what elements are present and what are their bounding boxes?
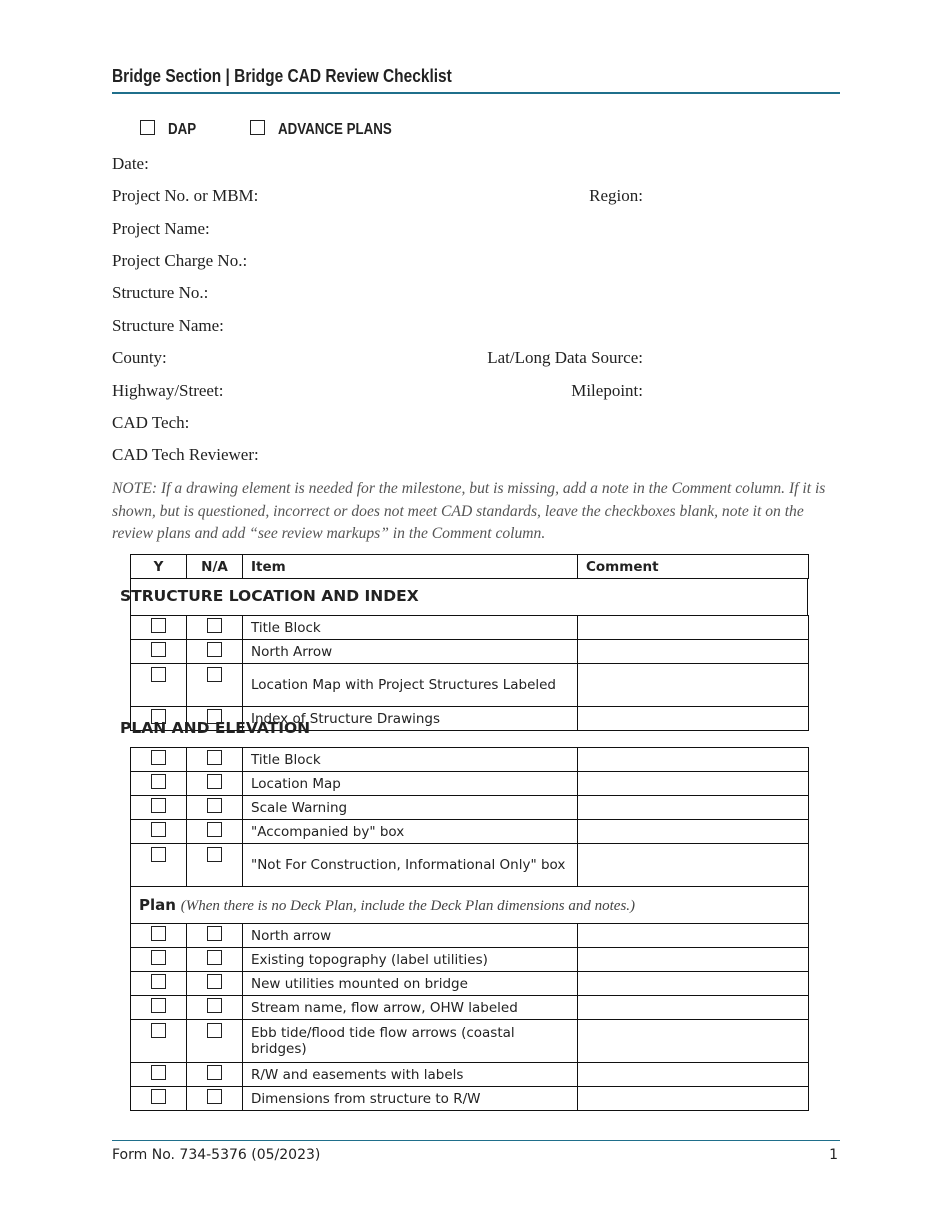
project-no-field[interactable]: Project No. or MBM: [112, 186, 259, 205]
comment-cell[interactable] [578, 820, 809, 844]
na-cell [187, 972, 243, 996]
na-checkbox[interactable] [207, 822, 222, 837]
plan-subsection-row [131, 887, 809, 924]
na-checkbox[interactable] [207, 847, 222, 862]
comment-cell[interactable] [578, 748, 809, 772]
na-cell [187, 1020, 243, 1063]
region-field[interactable]: Region: [589, 186, 643, 205]
yes-checkbox[interactable] [151, 822, 166, 837]
item-label: Location Map [243, 772, 578, 796]
comment-cell[interactable] [578, 924, 809, 948]
yes-checkbox[interactable] [151, 950, 166, 965]
milepoint-field[interactable]: Milepoint: [571, 381, 643, 400]
instructions-note: NOTE: If a drawing element is needed for the milestone, but is missing, add a note in the Comment column. If it is shown, but is questioned, incorrect or does not meet CAD standards, leave the checkboxes blank, note it on the review plans and add “see review markups” in the Comment column. [112, 480, 826, 542]
yes-cell [131, 844, 187, 887]
plan-row [131, 996, 809, 1020]
na-cell [187, 996, 243, 1020]
na-cell [187, 664, 243, 707]
comment-cell[interactable] [578, 796, 809, 820]
comment-cell[interactable] [578, 1063, 809, 1087]
item-label: Ebb tide/flood tide flow arrows (coastal bridges) [243, 1020, 578, 1063]
yes-cell [131, 820, 187, 844]
plan-row [131, 1020, 809, 1063]
project-name-field[interactable]: Project Name: [112, 219, 210, 238]
yes-cell [131, 1087, 187, 1111]
yes-cell [131, 972, 187, 996]
yes-checkbox[interactable] [151, 618, 166, 633]
structure-no-field[interactable]: Structure No.: [112, 283, 209, 302]
yes-checkbox[interactable] [151, 998, 166, 1013]
header-na: N/A [187, 555, 243, 579]
na-checkbox[interactable] [207, 618, 222, 633]
cad-tech-field[interactable]: CAD Tech: [112, 413, 190, 432]
yes-checkbox[interactable] [151, 847, 166, 862]
na-checkbox[interactable] [207, 1089, 222, 1104]
item-label: "Not For Construction, Informational Only" box [243, 844, 578, 887]
location-row [131, 616, 809, 640]
comment-cell[interactable] [578, 664, 809, 707]
yes-cell [131, 924, 187, 948]
yes-checkbox[interactable] [151, 750, 166, 765]
item-label: North arrow [243, 924, 578, 948]
na-cell [187, 1087, 243, 1111]
yes-cell [131, 748, 187, 772]
yes-checkbox[interactable] [151, 1023, 166, 1038]
plan-row [131, 972, 809, 996]
comment-cell[interactable] [578, 707, 809, 731]
comment-cell[interactable] [578, 772, 809, 796]
comment-cell[interactable] [578, 616, 809, 640]
yes-cell [131, 1063, 187, 1087]
plan-elevation-row [131, 772, 809, 796]
na-cell [187, 616, 243, 640]
na-checkbox[interactable] [207, 926, 222, 941]
yes-checkbox[interactable] [151, 642, 166, 657]
item-label: Title Block [243, 748, 578, 772]
advance-plans-checkbox[interactable] [250, 120, 265, 135]
plan-row [131, 924, 809, 948]
page-footer [112, 1140, 840, 1163]
page-title: Bridge Section | Bridge CAD Review Checklist [112, 66, 452, 86]
date-field[interactable]: Date: [112, 154, 149, 173]
na-cell [187, 844, 243, 887]
na-cell [187, 820, 243, 844]
na-checkbox[interactable] [207, 1023, 222, 1038]
na-checkbox[interactable] [207, 1065, 222, 1080]
comment-cell[interactable] [578, 996, 809, 1020]
yes-cell [131, 772, 187, 796]
yes-cell [131, 1020, 187, 1063]
na-cell [187, 772, 243, 796]
yes-checkbox[interactable] [151, 1089, 166, 1104]
na-checkbox[interactable] [207, 998, 222, 1013]
item-label: Existing topography (label utilities) [243, 948, 578, 972]
comment-cell[interactable] [578, 844, 809, 887]
item-label: Stream name, flow arrow, OHW labeled [243, 996, 578, 1020]
plan-row [131, 948, 809, 972]
yes-checkbox[interactable] [151, 798, 166, 813]
comment-cell[interactable] [578, 1087, 809, 1111]
plan-elevation-row [131, 796, 809, 820]
yes-cell [131, 640, 187, 664]
comment-cell[interactable] [578, 1020, 809, 1063]
cad-reviewer-field[interactable]: CAD Tech Reviewer: [112, 445, 259, 464]
yes-cell [131, 996, 187, 1020]
header-comment: Comment [578, 555, 809, 579]
yes-cell [131, 796, 187, 820]
item-label: Index of Structure Drawings [243, 707, 578, 731]
item-label: Title Block [243, 616, 578, 640]
yes-cell [131, 664, 187, 707]
plan-elevation-section-title: PLAN AND ELEVATION [120, 719, 311, 737]
yes-cell [131, 948, 187, 972]
na-cell [187, 640, 243, 664]
na-cell [187, 948, 243, 972]
location-row [131, 664, 809, 707]
header-y: Y [131, 555, 187, 579]
item-label: R/W and easements with labels [243, 1063, 578, 1087]
yes-checkbox[interactable] [151, 1065, 166, 1080]
page-header [112, 66, 840, 94]
location-section-title: STRUCTURE LOCATION AND INDEX [120, 587, 419, 605]
item-label: New utilities mounted on bridge [243, 972, 578, 996]
item-label: Scale Warning [243, 796, 578, 820]
na-cell [187, 924, 243, 948]
yes-checkbox[interactable] [151, 774, 166, 789]
location-items-table [130, 615, 809, 731]
plan-subsection-label: Plan [139, 895, 176, 914]
dap-label: DAP [168, 121, 197, 138]
comment-cell[interactable] [578, 948, 809, 972]
plan-elevation-row [131, 748, 809, 772]
na-checkbox[interactable] [207, 667, 222, 682]
plan-elevation-row [131, 820, 809, 844]
dap-checkbox[interactable] [140, 120, 155, 135]
yes-cell [131, 616, 187, 640]
na-cell [187, 796, 243, 820]
item-label: "Accompanied by" box [243, 820, 578, 844]
location-row [131, 640, 809, 664]
county-field[interactable]: County: [112, 348, 167, 367]
item-label: Dimensions from structure to R/W [243, 1087, 578, 1111]
form-number: Form No. 734-5376 (05/2023) [112, 1147, 321, 1163]
plan-elevation-row [131, 844, 809, 887]
na-checkbox[interactable] [207, 642, 222, 657]
highway-field[interactable]: Highway/Street: [112, 381, 224, 400]
yes-checkbox[interactable] [151, 926, 166, 941]
page-number: 1 [829, 1147, 838, 1163]
na-checkbox[interactable] [207, 750, 222, 765]
item-label: North Arrow [243, 640, 578, 664]
na-checkbox[interactable] [207, 774, 222, 789]
latlong-field[interactable]: Lat/Long Data Source: [487, 348, 643, 367]
project-charge-field[interactable]: Project Charge No.: [112, 251, 248, 270]
plan-row [131, 1087, 809, 1111]
structure-name-field[interactable]: Structure Name: [112, 316, 224, 335]
checklist-header [130, 554, 809, 579]
na-checkbox[interactable] [207, 950, 222, 965]
advance-plans-label: ADVANCE PLANS [278, 121, 392, 138]
comment-cell[interactable] [578, 972, 809, 996]
yes-checkbox[interactable] [151, 974, 166, 989]
plan-row [131, 1063, 809, 1087]
comment-cell[interactable] [578, 640, 809, 664]
plan-elevation-table [130, 747, 809, 1111]
plan-subsection-note: (When there is no Deck Plan, include the Deck Plan dimensions and notes.) [180, 897, 636, 914]
header-item: Item [243, 555, 578, 579]
na-checkbox[interactable] [207, 798, 222, 813]
na-checkbox[interactable] [207, 974, 222, 989]
na-cell [187, 1063, 243, 1087]
item-label: Location Map with Project Structures Labeled [243, 664, 578, 707]
yes-checkbox[interactable] [151, 667, 166, 682]
na-cell [187, 748, 243, 772]
